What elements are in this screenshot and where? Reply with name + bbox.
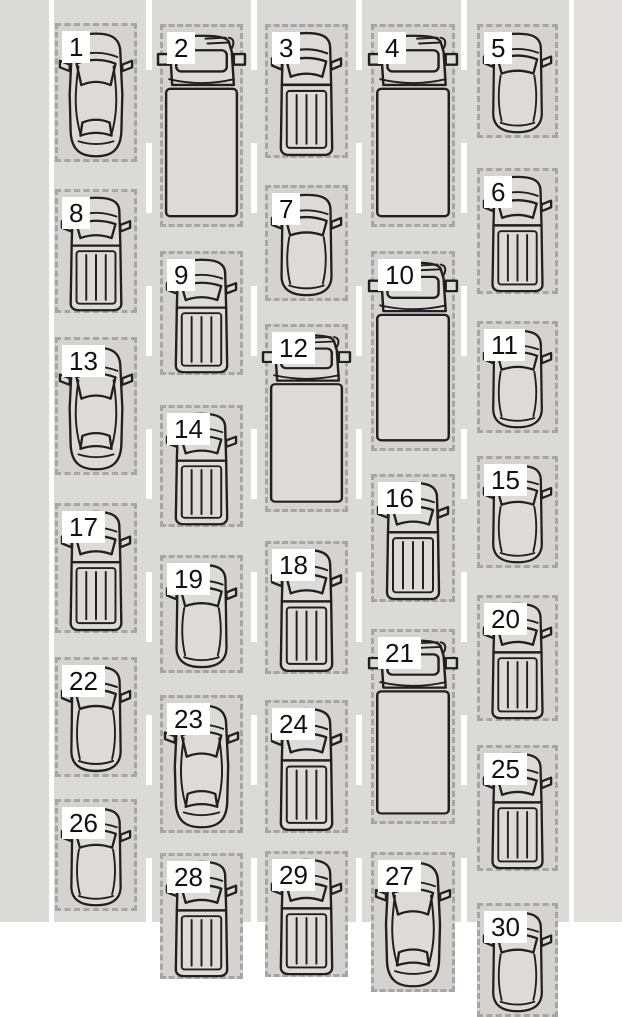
parking-space-5[interactable]: [477, 24, 558, 138]
space-number-label: 14: [167, 413, 210, 445]
space-number-label: 18: [272, 549, 315, 581]
lane-divider-line: [356, 0, 362, 922]
parking-space-12[interactable]: [265, 324, 348, 512]
space-number-label: 5: [484, 32, 512, 64]
space-number-label: 2: [167, 32, 195, 64]
parking-space-8[interactable]: [55, 189, 137, 313]
space-number-label: 7: [272, 193, 300, 225]
space-number-label: 25: [484, 753, 527, 785]
parking-space-24[interactable]: [265, 700, 348, 833]
space-number-label: 21: [378, 637, 421, 669]
parking-space-26[interactable]: [55, 799, 137, 911]
space-number-label: 13: [62, 345, 105, 377]
parking-space-4[interactable]: [371, 24, 455, 227]
space-number-label: 17: [62, 511, 105, 543]
space-number-label: 1: [62, 31, 90, 63]
parking-space-6[interactable]: [477, 168, 558, 294]
space-number-label: 8: [62, 197, 90, 229]
parking-space-16[interactable]: [371, 474, 455, 602]
space-number-label: 15: [484, 464, 527, 496]
parking-space-11[interactable]: [477, 321, 558, 433]
parking-space-25[interactable]: [477, 745, 558, 871]
space-number-label: 29: [272, 859, 315, 891]
parking-space-22[interactable]: [55, 657, 137, 777]
space-number-label: 10: [378, 259, 421, 291]
space-number-label: 26: [62, 807, 105, 839]
space-number-label: 23: [167, 703, 210, 735]
parking-space-18[interactable]: [265, 541, 348, 674]
parking-space-3[interactable]: [265, 24, 348, 158]
parking-space-10[interactable]: [371, 251, 455, 451]
space-number-label: 19: [167, 563, 210, 595]
lane-divider-line: [461, 0, 467, 922]
space-number-label: 9: [167, 259, 195, 291]
parking-space-14[interactable]: [160, 405, 243, 527]
space-number-label: 27: [378, 860, 421, 892]
space-number-label: 4: [378, 32, 406, 64]
space-number-label: 24: [272, 708, 315, 740]
parking-space-7[interactable]: [265, 185, 348, 301]
parking-space-17[interactable]: [55, 503, 137, 633]
parking-space-1[interactable]: [55, 23, 137, 162]
parking-space-19[interactable]: [160, 555, 243, 673]
lot-boundary-line: [569, 0, 574, 922]
space-number-label: 16: [378, 482, 421, 514]
parking-space-2[interactable]: [160, 24, 243, 227]
space-number-label: 12: [272, 332, 315, 364]
space-number-label: 6: [484, 176, 512, 208]
parking-space-30[interactable]: [477, 903, 558, 1017]
parking-space-27[interactable]: [371, 852, 455, 992]
parking-space-29[interactable]: [265, 851, 348, 977]
parking-space-20[interactable]: [477, 595, 558, 721]
space-number-label: 3: [272, 32, 300, 64]
parking-space-9[interactable]: [160, 251, 243, 375]
space-number-label: 22: [62, 665, 105, 697]
lot-boundary-line: [49, 0, 54, 922]
lane-divider-line: [251, 0, 257, 922]
lane-divider-line: [146, 0, 152, 922]
parking-space-13[interactable]: [55, 337, 137, 475]
pavement-right-margin: [574, 0, 622, 922]
space-number-label: 20: [484, 603, 527, 635]
parking-space-23[interactable]: [160, 695, 243, 833]
space-number-label: 11: [484, 329, 525, 361]
parking-space-28[interactable]: [160, 853, 243, 979]
parking-space-15[interactable]: [477, 456, 558, 568]
space-number-label: 28: [167, 861, 210, 893]
space-number-label: 30: [484, 911, 527, 943]
parking-space-21[interactable]: [371, 629, 455, 824]
